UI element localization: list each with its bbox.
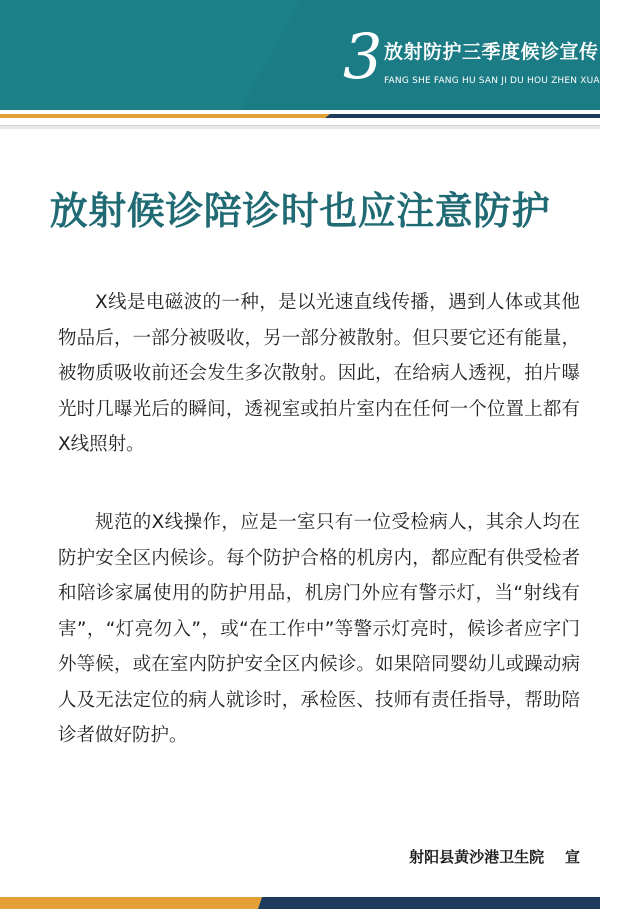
header-subtitle: FANG SHE FANG HU SAN JI DU HOU ZHEN XUAN CHUAN <box>384 76 643 86</box>
footer-decoration <box>0 893 600 909</box>
header-title: 放射防护三季度候诊宣传 <box>384 41 599 63</box>
signature: 射阳县黄沙港卫生院 宣 <box>409 848 580 866</box>
header-banner <box>0 0 643 118</box>
body-paragraph-1: X线是电磁波的一种，是以光速直线传播，遇到人体或其他物品后，一部分被吸收，另一部分被散射。但只要它还有能量，被物质吸收前还会发生多次散射。因此，在给病人透视，拍片曝光时几曝光后的瞬间，透视室或拍片室内在任何一个位置上都有X线照射。 <box>58 292 580 455</box>
header-underbar <box>0 122 600 144</box>
body-paragraph-2: 规范的X线操作，应是一室只有一位受检病人，其余人均在防护安全区内候诊。每个防护合格的机房内，都应配有供受检者和陪诊家属使用的防护用品，机房门外应有警示灯，当“射线有害”，“灯亮勿入”，或“在工作中”等警示灯亮时，候诊者应字门外等候，或在室内防护安全区内候诊。如果陪同婴幼儿或躁动病人及无法定位的病人就诊时，承检医、技师有责任指导，帮助陪诊者做好防护。 <box>58 512 580 746</box>
header-number: 3 <box>343 20 383 93</box>
page-title: 放射候诊陪诊时也应注意防护 <box>49 189 551 233</box>
